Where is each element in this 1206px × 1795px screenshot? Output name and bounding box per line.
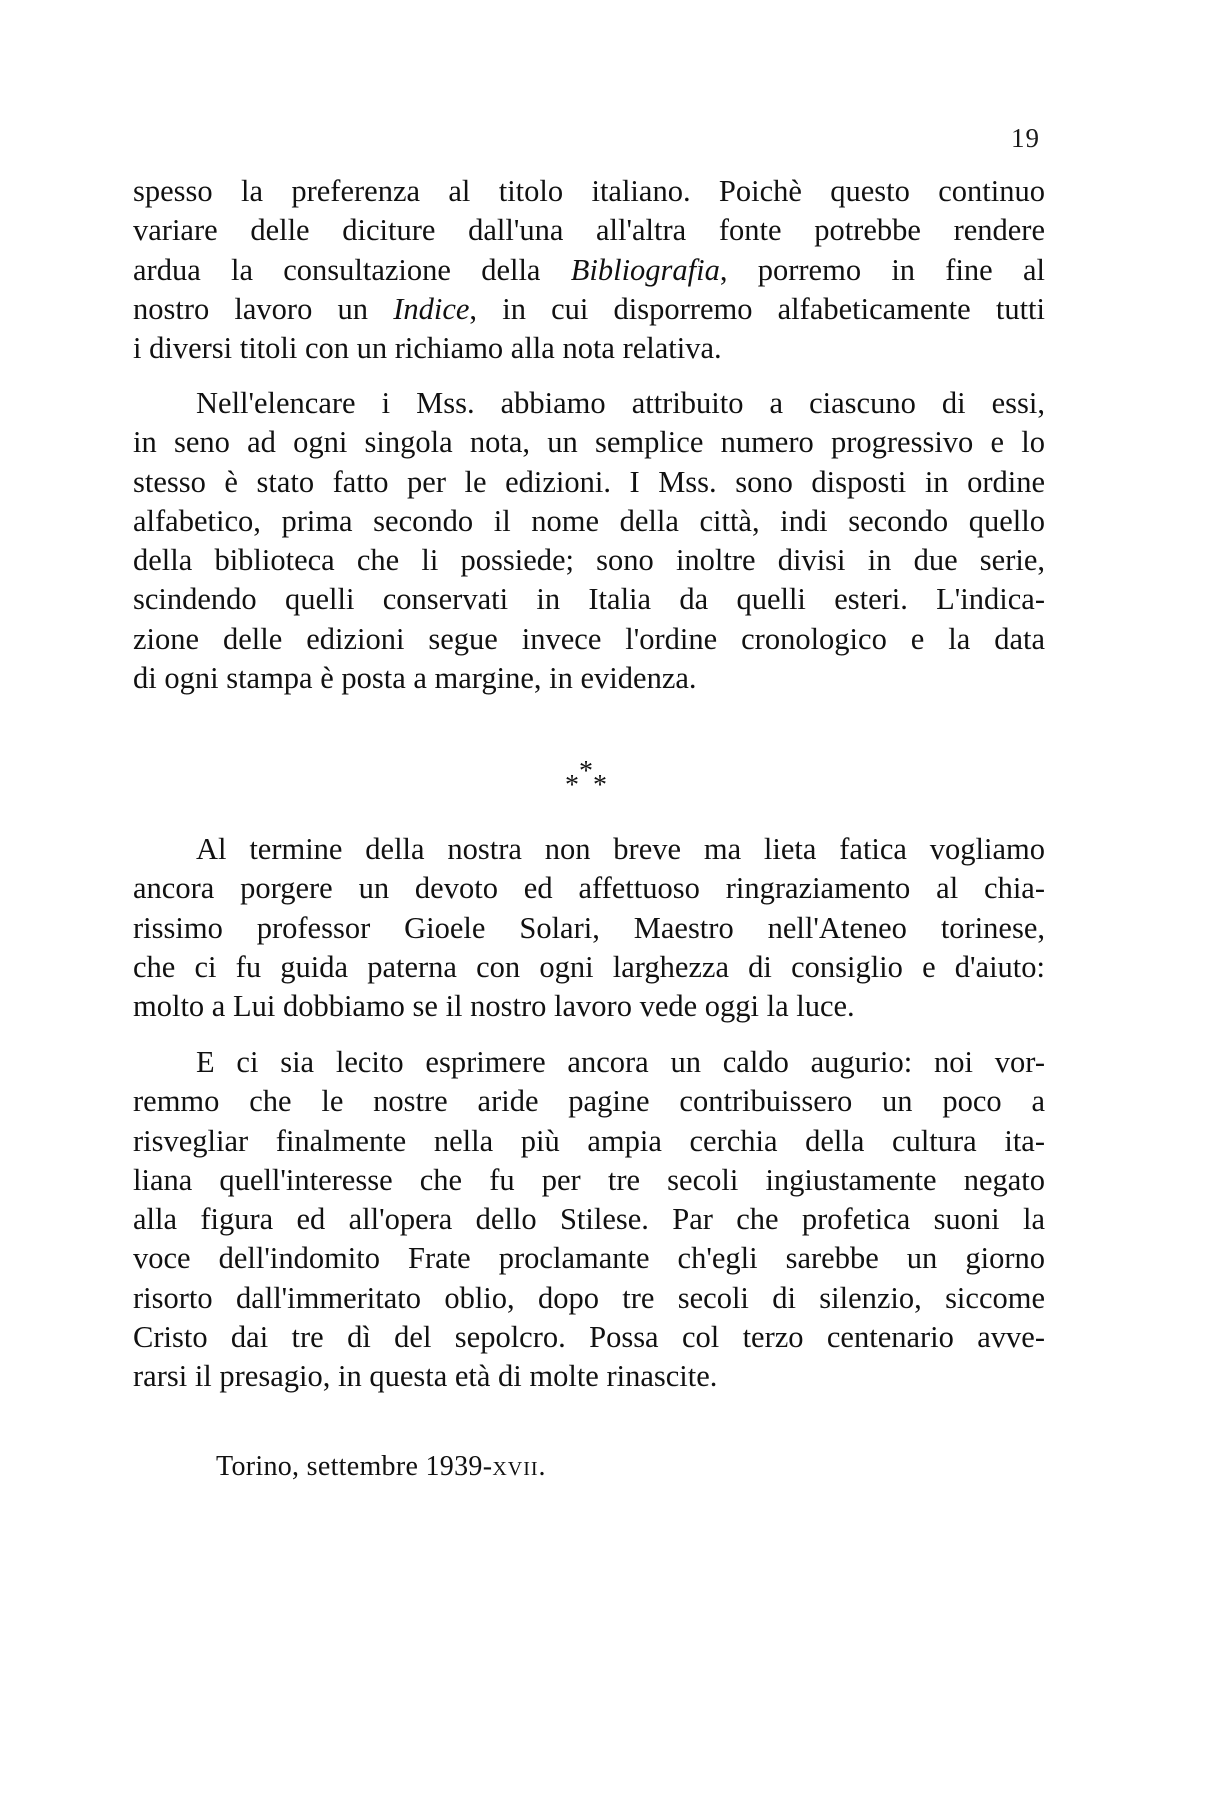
text-fragment: ardua la consultazione della [133, 252, 571, 287]
paragraph-4 [133, 1043, 1045, 1397]
text-line: i diversi titoli con un richiamo alla nota relativa. [133, 331, 722, 366]
text-line: alfabetico, prima secondo il nome della città, indi secondo quello [133, 503, 1045, 538]
text-line: in seno ad ogni singola nota, un semplice numero progressivo e lo [133, 425, 1045, 460]
text-line: rarsi il presagio, in questa età di molte rinascite. [133, 1359, 718, 1394]
text-line-with-italic [133, 290, 1045, 329]
text-line: variare delle diciture dall'una all'altra fonte potrebbe rendere [133, 213, 1045, 248]
text-line: liana quell'interesse che fu per tre secoli ingiustamente negato [133, 1162, 1045, 1197]
text-line: stesso è stato fatto per le edizioni. I Mss. sono disposti in ordine [133, 464, 1045, 499]
asterisk-icon: * [565, 770, 579, 801]
signoff-text: Torino, settembre 1939- [216, 1451, 493, 1482]
text-line: della biblioteca che li possiede; sono inoltre divisi in due serie, [133, 543, 1045, 578]
text-line-with-italic [133, 251, 1045, 290]
asterisk-icon: * [579, 756, 593, 787]
text-fragment: , in cui disporremo alfabeticamente tutti [469, 291, 1046, 326]
text-line: risvegliar finalmente nella più ampia cerchia della cultura ita- [133, 1123, 1045, 1158]
text-line: che ci fu guida paterna con ogni larghezza di consiglio e d'aiuto: [133, 949, 1045, 984]
paragraph-2 [133, 384, 1045, 698]
text-line: ancora porgere un devoto ed affettuoso ringraziamento al chia- [133, 871, 1045, 906]
text-line: alla figura ed all'opera dello Stilese. Par che profetica suoni la [133, 1202, 1045, 1237]
text-line: di ogni stampa è posta a margine, in evidenza. [133, 661, 697, 696]
paragraph-1 [133, 172, 1045, 368]
text-line: remmo che le nostre aride pagine contribuissero un poco a [133, 1084, 1045, 1119]
paragraph-3 [133, 830, 1045, 1026]
text-line: spesso la preferenza al titolo italiano. Poichè questo continuo [133, 174, 1045, 208]
text-line: scindendo quelli conservati in Italia da quelli esteri. L'indica- [133, 582, 1045, 617]
text-line: Nell'elencare i Mss. abbiamo attribuito a ciascuno di essi, [196, 386, 1045, 420]
italic-title-indice: Indice [393, 291, 470, 326]
text-line: Al termine della nostra non breve ma lieta fatica vogliamo [196, 832, 1045, 866]
text-line: rissimo professor Gioele Solari, Maestro nell'Ateneo torinese, [133, 910, 1045, 945]
page-number: 19 [1011, 123, 1040, 153]
text-line: risorto dall'immeritato oblio, dopo tre secoli di silenzio, siccome [133, 1280, 1045, 1315]
text-line: voce dell'indomito Frate proclamante ch'egli sarebbe un giorno [133, 1241, 1045, 1276]
text-line: zione delle edizioni segue invece l'ordine cronologico e la data [133, 621, 1045, 656]
text-fragment: nostro lavoro un [133, 291, 394, 326]
italic-title-bibliografia: Bibliografia [570, 252, 720, 287]
signoff-place-date [216, 1451, 547, 1483]
text-fragment: , porremo in fine al [719, 252, 1045, 287]
text-line: Cristo dai tre dì del sepolcro. Possa col terzo centenario avve- [133, 1320, 1045, 1355]
text-line: molto a Lui dobbiamo se il nostro lavoro vede oggi la luce. [133, 989, 855, 1024]
section-separator-asterism [565, 756, 615, 801]
asterisk-icon: * [593, 770, 607, 801]
signoff-era: xvii. [492, 1451, 547, 1482]
text-line: E ci sia lecito esprimere ancora un caldo augurio: noi vor- [196, 1045, 1045, 1079]
